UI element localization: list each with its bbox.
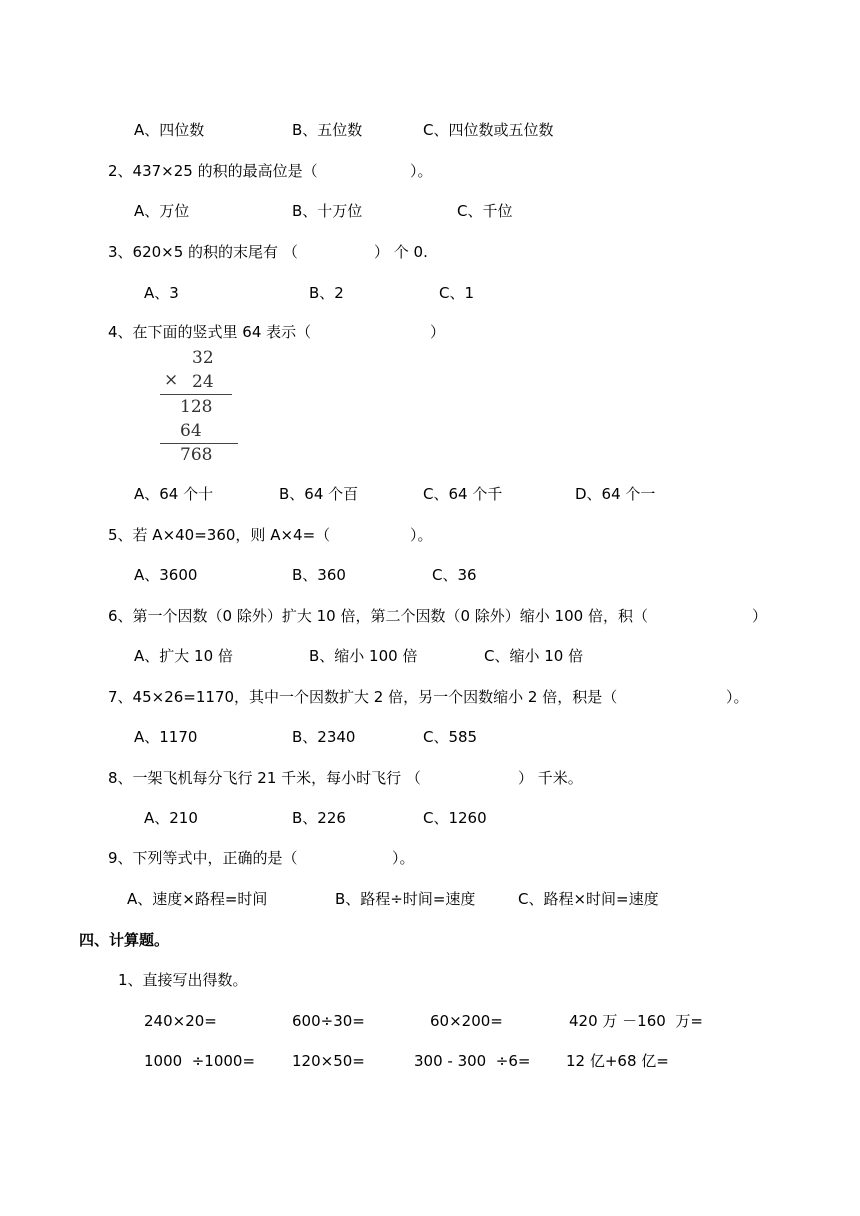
- vertical-multiplication: [160, 348, 242, 466]
- calc-line-2: [160, 443, 238, 444]
- q5-close: ）。: [410, 526, 433, 544]
- q8-option-c: C、1260: [423, 809, 487, 827]
- q1-option-a: A、四位数: [134, 121, 205, 139]
- calc-multiplier: 24: [192, 372, 214, 392]
- calc-item: 240×20=: [144, 1012, 217, 1030]
- q7-close: ）。: [726, 688, 749, 706]
- q3-option-c: C、1: [439, 284, 475, 302]
- q9-option-c: C、路程×时间=速度: [518, 890, 659, 908]
- q4-close: ）: [430, 323, 446, 341]
- q1-option-c: C、四位数或五位数: [423, 121, 554, 139]
- q9-stem: 9、下列等式中，正确的是（: [108, 849, 298, 867]
- q6-stem: 6、第一个因数（0 除外）扩大 10 倍，第二个因数（0 除外）缩小 100 倍，积（: [108, 607, 648, 625]
- q8-stem: 8、一架飞机每分飞行 21 千米，每小时飞行 （: [108, 769, 421, 787]
- calc-multiplicand: 32: [192, 348, 214, 368]
- q7-stem: 7、45×26=1170，其中一个因数扩大 2 倍，另一个因数缩小 2 倍，积是（: [108, 688, 618, 706]
- calc-partial-1: 128: [180, 397, 213, 417]
- q5-stem: 5、若 A×40=360，则 A×4=（: [108, 526, 331, 544]
- q4-option-a: A、64 个十: [134, 485, 214, 503]
- calc-line-1: [160, 394, 232, 395]
- q5-option-b: B、360: [292, 566, 346, 584]
- q5-option-c: C、36: [432, 566, 477, 584]
- calc-item: 300 - 300 ÷6=: [414, 1052, 531, 1070]
- calc-item: 600÷30=: [292, 1012, 365, 1030]
- q3-option-b: B、2: [309, 284, 344, 302]
- q8-option-a: A、210: [144, 809, 198, 827]
- calc-product: 768: [180, 445, 213, 465]
- q9-option-b: B、路程÷时间=速度: [335, 890, 476, 908]
- q4-option-b: B、64 个百: [279, 485, 359, 503]
- q9-close: ）。: [392, 849, 415, 867]
- q5-option-a: A、3600: [134, 566, 198, 584]
- q3-stem: 3、620×5 的积的末尾有 （: [108, 243, 298, 261]
- calc-times-sign: ×: [164, 370, 179, 390]
- calc-item: 60×200=: [430, 1012, 503, 1030]
- q2-option-b: B、十万位: [292, 202, 363, 220]
- calc-item: 420 万 －160 万=: [569, 1012, 703, 1030]
- q6-option-a: A、扩大 10 倍: [134, 647, 233, 665]
- q3-close: ） 个 0.: [374, 243, 428, 261]
- section-4-subheading: 1、直接写出得数。: [118, 971, 248, 989]
- q2-stem: 2、437×25 的积的最高位是（: [108, 162, 318, 180]
- q7-option-a: A、1170: [134, 728, 198, 746]
- calc-item: 12 亿+68 亿=: [566, 1052, 669, 1070]
- q8-close: ） 千米。: [518, 769, 583, 787]
- q9-option-a: A、速度×路程=时间: [127, 890, 268, 908]
- calc-partial-2: 64: [180, 421, 202, 441]
- q7-option-b: B、2340: [292, 728, 356, 746]
- q6-option-b: B、缩小 100 倍: [309, 647, 418, 665]
- q4-option-d: D、64 个一: [575, 485, 656, 503]
- calc-item: 1000 ÷1000=: [144, 1052, 256, 1070]
- section-4-heading: 四、计算题。: [79, 931, 170, 949]
- q7-option-c: C、585: [423, 728, 478, 746]
- calc-item: 120×50=: [292, 1052, 365, 1070]
- q4-option-c: C、64 个千: [423, 485, 503, 503]
- q2-option-c: C、千位: [457, 202, 513, 220]
- q2-close: ）。: [410, 162, 433, 180]
- q4-stem: 4、在下面的竖式里 64 表示（: [108, 323, 312, 341]
- q2-option-a: A、万位: [134, 202, 190, 220]
- q6-close: ）: [752, 607, 768, 625]
- q3-option-a: A、3: [144, 284, 179, 302]
- q8-option-b: B、226: [292, 809, 346, 827]
- q6-option-c: C、缩小 10 倍: [484, 647, 584, 665]
- q1-option-b: B、五位数: [292, 121, 363, 139]
